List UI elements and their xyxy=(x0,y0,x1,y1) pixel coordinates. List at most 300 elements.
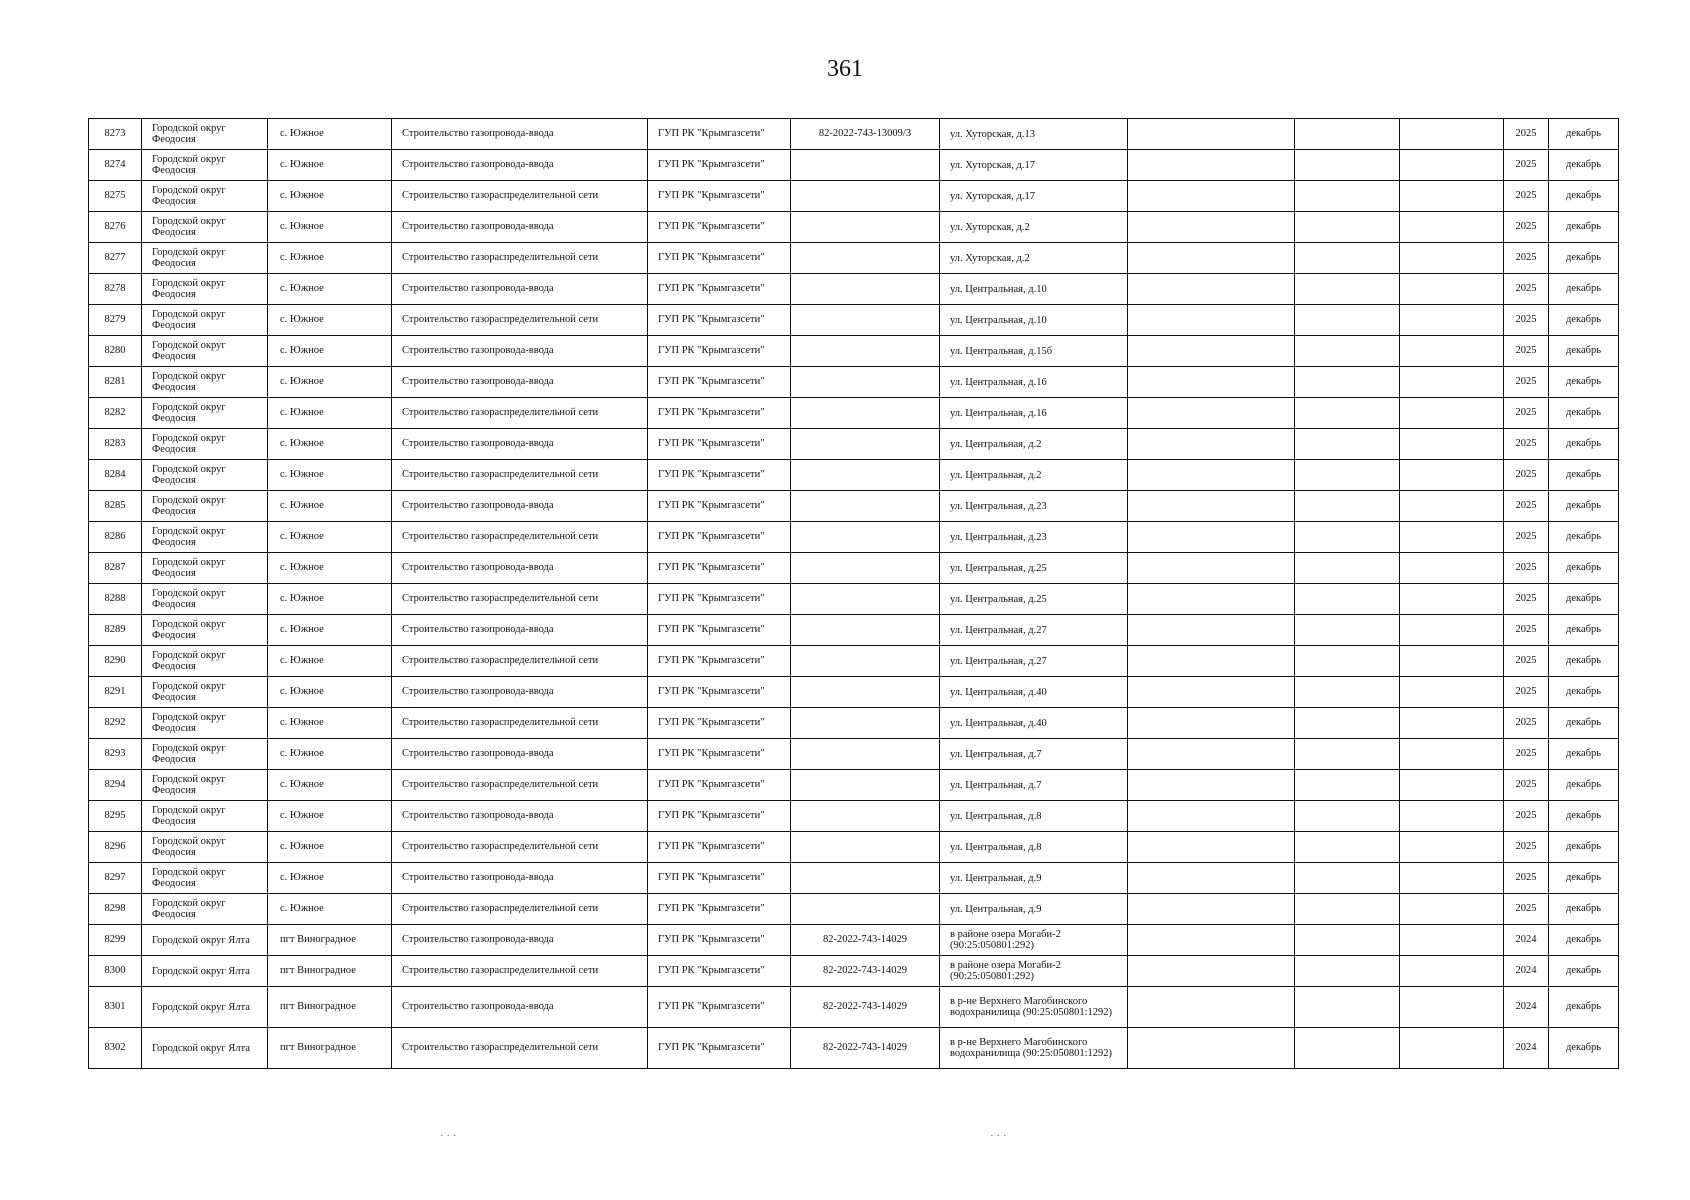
row-number: 8292 xyxy=(89,708,142,739)
organization-cell: ГУП РК "Крымгазсети" xyxy=(648,987,791,1028)
organization-cell: ГУП РК "Крымгазсети" xyxy=(648,336,791,367)
address-cell: ул. Хуторская, д.13 xyxy=(940,119,1128,150)
locality-cell: с. Южное xyxy=(268,305,392,336)
table-row xyxy=(89,491,1619,522)
organization-cell: ГУП РК "Крымгазсети" xyxy=(648,832,791,863)
work-type-cell: Строительство газопровода-ввода xyxy=(392,987,648,1028)
work-type-cell: Строительство газораспределительной сети xyxy=(392,1028,648,1069)
empty-cell xyxy=(1128,801,1295,832)
empty-cell xyxy=(1400,615,1504,646)
year-cell: 2025 xyxy=(1504,863,1549,894)
address-cell: ул. Центральная, д.23 xyxy=(940,522,1128,553)
empty-cell xyxy=(1128,274,1295,305)
municipality-cell: Городской округ Ялта xyxy=(142,987,268,1028)
empty-cell xyxy=(1128,398,1295,429)
municipality-cell: Городской округ Ялта xyxy=(142,956,268,987)
row-number: 8284 xyxy=(89,460,142,491)
empty-cell xyxy=(1295,336,1400,367)
empty-cell xyxy=(1128,305,1295,336)
address-cell: ул. Центральная, д.8 xyxy=(940,801,1128,832)
table-row xyxy=(89,1028,1619,1069)
registration-number-cell xyxy=(791,615,940,646)
organization-cell: ГУП РК "Крымгазсети" xyxy=(648,1028,791,1069)
year-cell: 2024 xyxy=(1504,925,1549,956)
registration-number-cell: 82-2022-743-14029 xyxy=(791,987,940,1028)
empty-cell xyxy=(1295,646,1400,677)
month-cell: декабрь xyxy=(1549,584,1619,615)
row-number: 8296 xyxy=(89,832,142,863)
empty-cell xyxy=(1128,119,1295,150)
row-number: 8282 xyxy=(89,398,142,429)
row-number: 8285 xyxy=(89,491,142,522)
empty-cell xyxy=(1400,398,1504,429)
table-row xyxy=(89,181,1619,212)
work-type-cell: Строительство газопровода-ввода xyxy=(392,367,648,398)
month-cell: декабрь xyxy=(1549,615,1619,646)
locality-cell: с. Южное xyxy=(268,119,392,150)
registration-number-cell xyxy=(791,584,940,615)
empty-cell xyxy=(1128,367,1295,398)
registration-number-cell xyxy=(791,181,940,212)
work-type-cell: Строительство газопровода-ввода xyxy=(392,801,648,832)
work-type-cell: Строительство газопровода-ввода xyxy=(392,429,648,460)
empty-cell xyxy=(1400,491,1504,522)
row-number: 8280 xyxy=(89,336,142,367)
municipality-cell: Городской округ Феодосия xyxy=(142,677,268,708)
organization-cell: ГУП РК "Крымгазсети" xyxy=(648,460,791,491)
registration-number-cell: 82-2022-743-14029 xyxy=(791,1028,940,1069)
locality-cell: с. Южное xyxy=(268,770,392,801)
organization-cell: ГУП РК "Крымгазсети" xyxy=(648,925,791,956)
locality-cell: с. Южное xyxy=(268,336,392,367)
registration-number-cell xyxy=(791,150,940,181)
row-number: 8283 xyxy=(89,429,142,460)
locality-cell: с. Южное xyxy=(268,832,392,863)
empty-cell xyxy=(1128,212,1295,243)
empty-cell xyxy=(1400,460,1504,491)
month-cell: декабрь xyxy=(1549,336,1619,367)
empty-cell xyxy=(1400,181,1504,212)
empty-cell xyxy=(1128,987,1295,1028)
empty-cell xyxy=(1128,708,1295,739)
registration-number-cell xyxy=(791,398,940,429)
table-row xyxy=(89,677,1619,708)
year-cell: 2025 xyxy=(1504,770,1549,801)
municipality-cell: Городской округ Феодосия xyxy=(142,646,268,677)
municipality-cell: Городской округ Феодосия xyxy=(142,863,268,894)
month-cell: декабрь xyxy=(1549,274,1619,305)
month-cell: декабрь xyxy=(1549,956,1619,987)
work-type-cell: Строительство газораспределительной сети xyxy=(392,646,648,677)
organization-cell: ГУП РК "Крымгазсети" xyxy=(648,274,791,305)
empty-cell xyxy=(1400,119,1504,150)
year-cell: 2025 xyxy=(1504,398,1549,429)
address-cell: ул. Хуторская, д.17 xyxy=(940,181,1128,212)
empty-cell xyxy=(1295,305,1400,336)
table-row xyxy=(89,770,1619,801)
work-type-cell: Строительство газопровода-ввода xyxy=(392,212,648,243)
month-cell: декабрь xyxy=(1549,243,1619,274)
table-row xyxy=(89,305,1619,336)
address-cell: ул. Центральная, д.8 xyxy=(940,832,1128,863)
month-cell: декабрь xyxy=(1549,553,1619,584)
year-cell: 2025 xyxy=(1504,181,1549,212)
empty-cell xyxy=(1295,429,1400,460)
empty-cell xyxy=(1295,615,1400,646)
municipality-cell: Городской округ Феодосия xyxy=(142,181,268,212)
empty-cell xyxy=(1128,894,1295,925)
empty-cell xyxy=(1295,863,1400,894)
registration-number-cell xyxy=(791,708,940,739)
month-cell: декабрь xyxy=(1549,305,1619,336)
month-cell: декабрь xyxy=(1549,801,1619,832)
empty-cell xyxy=(1128,1028,1295,1069)
row-number: 8274 xyxy=(89,150,142,181)
work-type-cell: Строительство газопровода-ввода xyxy=(392,615,648,646)
address-cell: ул. Центральная, д.25 xyxy=(940,584,1128,615)
address-cell: ул. Центральная, д.40 xyxy=(940,677,1128,708)
empty-cell xyxy=(1128,646,1295,677)
locality-cell: с. Южное xyxy=(268,429,392,460)
month-cell: декабрь xyxy=(1549,739,1619,770)
month-cell: декабрь xyxy=(1549,646,1619,677)
municipality-cell: Городской округ Феодосия xyxy=(142,708,268,739)
work-type-cell: Строительство газораспределительной сети xyxy=(392,305,648,336)
locality-cell: с. Южное xyxy=(268,553,392,584)
empty-cell xyxy=(1295,584,1400,615)
municipality-cell: Городской округ Феодосия xyxy=(142,739,268,770)
address-cell: ул. Центральная, д.7 xyxy=(940,770,1128,801)
work-type-cell: Строительство газопровода-ввода xyxy=(392,150,648,181)
organization-cell: ГУП РК "Крымгазсети" xyxy=(648,119,791,150)
locality-cell: с. Южное xyxy=(268,584,392,615)
work-type-cell: Строительство газораспределительной сети xyxy=(392,708,648,739)
work-type-cell: Строительство газораспределительной сети xyxy=(392,584,648,615)
empty-cell xyxy=(1128,956,1295,987)
table-row xyxy=(89,398,1619,429)
organization-cell: ГУП РК "Крымгазсети" xyxy=(648,491,791,522)
year-cell: 2025 xyxy=(1504,491,1549,522)
empty-cell xyxy=(1400,274,1504,305)
month-cell: декабрь xyxy=(1549,832,1619,863)
empty-cell xyxy=(1295,770,1400,801)
empty-cell xyxy=(1400,243,1504,274)
work-type-cell: Строительство газопровода-ввода xyxy=(392,925,648,956)
row-number: 8287 xyxy=(89,553,142,584)
municipality-cell: Городской округ Феодосия xyxy=(142,150,268,181)
table-row xyxy=(89,615,1619,646)
month-cell: декабрь xyxy=(1549,491,1619,522)
empty-cell xyxy=(1128,615,1295,646)
municipality-cell: Городской округ Феодосия xyxy=(142,274,268,305)
work-type-cell: Строительство газопровода-ввода xyxy=(392,336,648,367)
locality-cell: с. Южное xyxy=(268,491,392,522)
empty-cell xyxy=(1400,739,1504,770)
locality-cell: с. Южное xyxy=(268,677,392,708)
municipality-cell: Городской округ Феодосия xyxy=(142,553,268,584)
row-number: 8289 xyxy=(89,615,142,646)
row-number: 8302 xyxy=(89,1028,142,1069)
address-cell: ул. Центральная, д.16 xyxy=(940,398,1128,429)
locality-cell: с. Южное xyxy=(268,708,392,739)
organization-cell: ГУП РК "Крымгазсети" xyxy=(648,863,791,894)
year-cell: 2025 xyxy=(1504,553,1549,584)
empty-cell xyxy=(1400,677,1504,708)
table-row xyxy=(89,801,1619,832)
row-number: 8275 xyxy=(89,181,142,212)
empty-cell xyxy=(1400,832,1504,863)
month-cell: декабрь xyxy=(1549,119,1619,150)
address-cell: ул. Центральная, д.10 xyxy=(940,274,1128,305)
month-cell: декабрь xyxy=(1549,925,1619,956)
month-cell: декабрь xyxy=(1549,863,1619,894)
locality-cell: пгт Виноградное xyxy=(268,1028,392,1069)
work-type-cell: Строительство газопровода-ввода xyxy=(392,553,648,584)
table-row xyxy=(89,274,1619,305)
work-type-cell: Строительство газораспределительной сети xyxy=(392,181,648,212)
address-cell: ул. Центральная, д.23 xyxy=(940,491,1128,522)
municipality-cell: Городской округ Феодосия xyxy=(142,119,268,150)
locality-cell: с. Южное xyxy=(268,739,392,770)
organization-cell: ГУП РК "Крымгазсети" xyxy=(648,553,791,584)
address-cell: ул. Хуторская, д.2 xyxy=(940,243,1128,274)
address-cell: ул. Центральная, д.40 xyxy=(940,708,1128,739)
year-cell: 2025 xyxy=(1504,367,1549,398)
month-cell: декабрь xyxy=(1549,181,1619,212)
page-number: 361 xyxy=(827,56,863,82)
locality-cell: с. Южное xyxy=(268,646,392,677)
empty-cell xyxy=(1400,553,1504,584)
work-type-cell: Строительство газораспределительной сети xyxy=(392,398,648,429)
address-cell: ул. Центральная, д.16 xyxy=(940,367,1128,398)
month-cell: декабрь xyxy=(1549,460,1619,491)
registration-number-cell xyxy=(791,522,940,553)
empty-cell xyxy=(1128,677,1295,708)
address-cell: ул. Центральная, д.27 xyxy=(940,646,1128,677)
empty-cell xyxy=(1295,367,1400,398)
row-number: 8290 xyxy=(89,646,142,677)
empty-cell xyxy=(1400,367,1504,398)
month-cell: декабрь xyxy=(1549,429,1619,460)
gasification-registry-table xyxy=(88,118,1619,1069)
registry-body xyxy=(89,119,1619,1069)
registration-number-cell xyxy=(791,863,940,894)
locality-cell: с. Южное xyxy=(268,181,392,212)
empty-cell xyxy=(1295,677,1400,708)
table-row xyxy=(89,925,1619,956)
table-row xyxy=(89,553,1619,584)
locality-cell: с. Южное xyxy=(268,243,392,274)
work-type-cell: Строительство газораспределительной сети xyxy=(392,832,648,863)
registration-number-cell xyxy=(791,832,940,863)
row-number: 8300 xyxy=(89,956,142,987)
address-cell: в районе озера Могаби-2 (90:25:050801:292) xyxy=(940,925,1128,956)
empty-cell xyxy=(1400,336,1504,367)
month-cell: декабрь xyxy=(1549,708,1619,739)
empty-cell xyxy=(1400,894,1504,925)
year-cell: 2025 xyxy=(1504,646,1549,677)
organization-cell: ГУП РК "Крымгазсети" xyxy=(648,894,791,925)
year-cell: 2024 xyxy=(1504,1028,1549,1069)
work-type-cell: Строительство газопровода-ввода xyxy=(392,119,648,150)
empty-cell xyxy=(1128,739,1295,770)
municipality-cell: Городской округ Феодосия xyxy=(142,832,268,863)
address-cell: ул. Центральная, д.25 xyxy=(940,553,1128,584)
month-cell: декабрь xyxy=(1549,1028,1619,1069)
scan-artifact: · · · xyxy=(990,1130,1007,1142)
empty-cell xyxy=(1128,553,1295,584)
work-type-cell: Строительство газораспределительной сети xyxy=(392,243,648,274)
locality-cell: пгт Виноградное xyxy=(268,956,392,987)
year-cell: 2024 xyxy=(1504,956,1549,987)
municipality-cell: Городской округ Феодосия xyxy=(142,212,268,243)
month-cell: декабрь xyxy=(1549,894,1619,925)
organization-cell: ГУП РК "Крымгазсети" xyxy=(648,181,791,212)
empty-cell xyxy=(1400,429,1504,460)
row-number: 8277 xyxy=(89,243,142,274)
registration-number-cell: 82-2022-743-14029 xyxy=(791,925,940,956)
municipality-cell: Городской округ Феодосия xyxy=(142,522,268,553)
empty-cell xyxy=(1295,987,1400,1028)
row-number: 8301 xyxy=(89,987,142,1028)
organization-cell: ГУП РК "Крымгазсети" xyxy=(648,646,791,677)
empty-cell xyxy=(1128,491,1295,522)
address-cell: в районе озера Могаби-2 (90:25:050801:292) xyxy=(940,956,1128,987)
month-cell: декабрь xyxy=(1549,522,1619,553)
table-row xyxy=(89,863,1619,894)
year-cell: 2025 xyxy=(1504,832,1549,863)
empty-cell xyxy=(1128,925,1295,956)
empty-cell xyxy=(1295,491,1400,522)
row-number: 8295 xyxy=(89,801,142,832)
empty-cell xyxy=(1295,398,1400,429)
row-number: 8276 xyxy=(89,212,142,243)
year-cell: 2025 xyxy=(1504,460,1549,491)
empty-cell xyxy=(1400,150,1504,181)
year-cell: 2025 xyxy=(1504,150,1549,181)
empty-cell xyxy=(1128,770,1295,801)
address-cell: в р-не Верхнего Магобинского водохранилища (90:25:050801:1292) xyxy=(940,987,1128,1028)
registration-number-cell xyxy=(791,491,940,522)
table-row xyxy=(89,708,1619,739)
locality-cell: с. Южное xyxy=(268,522,392,553)
address-cell: ул. Центральная, д.7 xyxy=(940,739,1128,770)
registration-number-cell xyxy=(791,460,940,491)
registration-number-cell xyxy=(791,770,940,801)
table-row xyxy=(89,987,1619,1028)
locality-cell: с. Южное xyxy=(268,894,392,925)
empty-cell xyxy=(1295,274,1400,305)
empty-cell xyxy=(1400,1028,1504,1069)
organization-cell: ГУП РК "Крымгазсети" xyxy=(648,150,791,181)
year-cell: 2025 xyxy=(1504,274,1549,305)
locality-cell: пгт Виноградное xyxy=(268,987,392,1028)
empty-cell xyxy=(1295,1028,1400,1069)
month-cell: декабрь xyxy=(1549,677,1619,708)
address-cell: в р-не Верхнего Магобинского водохранилища (90:25:050801:1292) xyxy=(940,1028,1128,1069)
empty-cell xyxy=(1128,336,1295,367)
municipality-cell: Городской округ Феодосия xyxy=(142,243,268,274)
organization-cell: ГУП РК "Крымгазсети" xyxy=(648,398,791,429)
locality-cell: с. Южное xyxy=(268,274,392,305)
empty-cell xyxy=(1295,832,1400,863)
empty-cell xyxy=(1400,212,1504,243)
registration-number-cell xyxy=(791,894,940,925)
year-cell: 2025 xyxy=(1504,615,1549,646)
organization-cell: ГУП РК "Крымгазсети" xyxy=(648,770,791,801)
registration-number-cell xyxy=(791,305,940,336)
table-row xyxy=(89,956,1619,987)
row-number: 8278 xyxy=(89,274,142,305)
month-cell: декабрь xyxy=(1549,367,1619,398)
locality-cell: с. Южное xyxy=(268,615,392,646)
year-cell: 2025 xyxy=(1504,305,1549,336)
locality-cell: с. Южное xyxy=(268,150,392,181)
year-cell: 2025 xyxy=(1504,894,1549,925)
organization-cell: ГУП РК "Крымгазсети" xyxy=(648,367,791,398)
registration-number-cell xyxy=(791,429,940,460)
organization-cell: ГУП РК "Крымгазсети" xyxy=(648,212,791,243)
year-cell: 2025 xyxy=(1504,336,1549,367)
work-type-cell: Строительство газораспределительной сети xyxy=(392,460,648,491)
municipality-cell: Городской округ Феодосия xyxy=(142,894,268,925)
work-type-cell: Строительство газопровода-ввода xyxy=(392,739,648,770)
registration-number-cell xyxy=(791,336,940,367)
organization-cell: ГУП РК "Крымгазсети" xyxy=(648,429,791,460)
organization-cell: ГУП РК "Крымгазсети" xyxy=(648,305,791,336)
empty-cell xyxy=(1400,925,1504,956)
municipality-cell: Городской округ Феодосия xyxy=(142,615,268,646)
row-number: 8297 xyxy=(89,863,142,894)
row-number: 8291 xyxy=(89,677,142,708)
empty-cell xyxy=(1128,460,1295,491)
empty-cell xyxy=(1128,429,1295,460)
municipality-cell: Городской округ Феодосия xyxy=(142,336,268,367)
table-row xyxy=(89,429,1619,460)
registration-number-cell xyxy=(791,274,940,305)
empty-cell xyxy=(1128,832,1295,863)
work-type-cell: Строительство газопровода-ввода xyxy=(392,677,648,708)
empty-cell xyxy=(1295,150,1400,181)
year-cell: 2025 xyxy=(1504,584,1549,615)
table-row xyxy=(89,367,1619,398)
row-number: 8299 xyxy=(89,925,142,956)
organization-cell: ГУП РК "Крымгазсети" xyxy=(648,956,791,987)
locality-cell: с. Южное xyxy=(268,801,392,832)
year-cell: 2025 xyxy=(1504,708,1549,739)
registration-number-cell xyxy=(791,243,940,274)
empty-cell xyxy=(1295,119,1400,150)
month-cell: декабрь xyxy=(1549,398,1619,429)
municipality-cell: Городской округ Феодосия xyxy=(142,801,268,832)
empty-cell xyxy=(1400,863,1504,894)
row-number: 8286 xyxy=(89,522,142,553)
empty-cell xyxy=(1128,243,1295,274)
work-type-cell: Строительство газораспределительной сети xyxy=(392,770,648,801)
registration-number-cell xyxy=(791,646,940,677)
empty-cell xyxy=(1295,181,1400,212)
locality-cell: с. Южное xyxy=(268,398,392,429)
empty-cell xyxy=(1128,522,1295,553)
registration-number-cell xyxy=(791,739,940,770)
municipality-cell: Городской округ Феодосия xyxy=(142,770,268,801)
empty-cell xyxy=(1400,646,1504,677)
table-row xyxy=(89,119,1619,150)
row-number: 8293 xyxy=(89,739,142,770)
table-row xyxy=(89,739,1619,770)
municipality-cell: Городской округ Феодосия xyxy=(142,398,268,429)
month-cell: декабрь xyxy=(1549,212,1619,243)
